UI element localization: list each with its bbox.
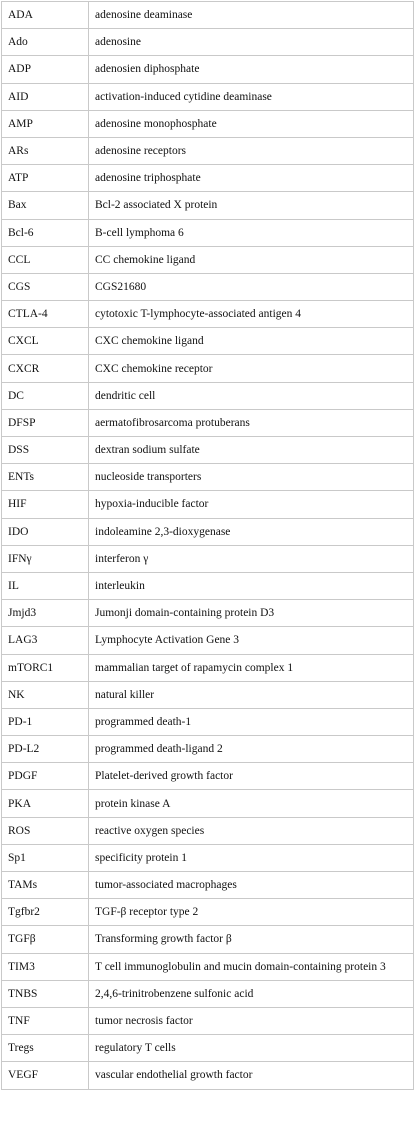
table-row: [2, 137, 414, 164]
table-row: [2, 1007, 414, 1034]
table-row: [2, 2, 414, 29]
table-row: [2, 518, 414, 545]
table-row: [2, 56, 414, 83]
abbreviation-cell: ENTs: [2, 464, 89, 491]
abbreviation-cell: TNF: [2, 1007, 89, 1034]
table-row: [2, 192, 414, 219]
abbreviation-cell: PD-1: [2, 708, 89, 735]
abbreviation-cell: AMP: [2, 110, 89, 137]
definition-cell: Platelet-derived growth factor: [89, 763, 414, 790]
table-row: [2, 681, 414, 708]
table-row: [2, 926, 414, 953]
abbreviation-cell: mTORC1: [2, 654, 89, 681]
table-row: [2, 355, 414, 382]
table-row: [2, 1035, 414, 1062]
definition-cell: activation-induced cytidine deaminase: [89, 83, 414, 110]
definition-cell: vascular endothelial growth factor: [89, 1062, 414, 1089]
abbreviation-cell: HIF: [2, 491, 89, 518]
abbreviation-cell: ATP: [2, 165, 89, 192]
definition-cell: programmed death-ligand 2: [89, 736, 414, 763]
abbreviation-cell: ADP: [2, 56, 89, 83]
definition-cell: natural killer: [89, 681, 414, 708]
abbreviation-cell: IDO: [2, 518, 89, 545]
abbreviation-cell: PKA: [2, 790, 89, 817]
definition-cell: Lymphocyte Activation Gene 3: [89, 627, 414, 654]
table-row: [2, 545, 414, 572]
table-row: [2, 1062, 414, 1089]
abbreviation-cell: CXCR: [2, 355, 89, 382]
definition-cell: 2,4,6-trinitrobenzene sulfonic acid: [89, 980, 414, 1007]
abbreviation-cell: IL: [2, 572, 89, 599]
definition-cell: adenosine deaminase: [89, 2, 414, 29]
definition-cell: mammalian target of rapamycin complex 1: [89, 654, 414, 681]
definition-cell: tumor necrosis factor: [89, 1007, 414, 1034]
table-row: [2, 763, 414, 790]
definition-cell: Bcl-2 associated X protein: [89, 192, 414, 219]
definition-cell: CXC chemokine receptor: [89, 355, 414, 382]
definition-cell: tumor-associated macrophages: [89, 872, 414, 899]
abbreviation-cell: Bax: [2, 192, 89, 219]
definition-cell: programmed death-1: [89, 708, 414, 735]
table-row: [2, 708, 414, 735]
abbreviations-table-body: [2, 2, 414, 1090]
definition-cell: specificity protein 1: [89, 844, 414, 871]
abbreviation-cell: TIM3: [2, 953, 89, 980]
definition-cell: adenosine: [89, 29, 414, 56]
definition-cell: adenosine triphosphate: [89, 165, 414, 192]
table-row: [2, 654, 414, 681]
definition-cell: protein kinase A: [89, 790, 414, 817]
table-row: [2, 736, 414, 763]
abbreviation-cell: Jmjd3: [2, 600, 89, 627]
table-row: [2, 273, 414, 300]
abbreviation-cell: NK: [2, 681, 89, 708]
table-row: [2, 328, 414, 355]
definition-cell: interleukin: [89, 572, 414, 599]
abbreviation-cell: ARs: [2, 137, 89, 164]
definition-cell: dendritic cell: [89, 382, 414, 409]
definition-cell: Jumonji domain-containing protein D3: [89, 600, 414, 627]
definition-cell: CC chemokine ligand: [89, 246, 414, 273]
definition-cell: nucleoside transporters: [89, 464, 414, 491]
abbreviation-cell: CCL: [2, 246, 89, 273]
definition-cell: B-cell lymphoma 6: [89, 219, 414, 246]
table-row: [2, 301, 414, 328]
abbreviation-cell: TNBS: [2, 980, 89, 1007]
abbreviation-cell: Tgfbr2: [2, 899, 89, 926]
definition-cell: adenosien diphosphate: [89, 56, 414, 83]
table-row: [2, 980, 414, 1007]
table-row: [2, 600, 414, 627]
definition-cell: cytotoxic T-lymphocyte-associated antigen 4: [89, 301, 414, 328]
table-row: [2, 83, 414, 110]
definition-cell: hypoxia-inducible factor: [89, 491, 414, 518]
abbreviation-cell: ADA: [2, 2, 89, 29]
definition-cell: T cell immunoglobulin and mucin domain-containing protein 3: [89, 953, 414, 980]
abbreviation-cell: CTLA-4: [2, 301, 89, 328]
abbreviation-cell: DSS: [2, 437, 89, 464]
abbreviation-cell: PDGF: [2, 763, 89, 790]
abbreviation-cell: DFSP: [2, 409, 89, 436]
definition-cell: adenosine receptors: [89, 137, 414, 164]
table-row: [2, 817, 414, 844]
abbreviation-cell: IFNγ: [2, 545, 89, 572]
table-row: [2, 953, 414, 980]
definition-cell: aermatofibrosarcoma protuberans: [89, 409, 414, 436]
definition-cell: TGF-β receptor type 2: [89, 899, 414, 926]
abbreviation-cell: LAG3: [2, 627, 89, 654]
abbreviation-cell: DC: [2, 382, 89, 409]
table-row: [2, 29, 414, 56]
abbreviation-cell: TAMs: [2, 872, 89, 899]
abbreviations-table: [1, 1, 414, 1090]
definition-cell: CGS21680: [89, 273, 414, 300]
table-row: [2, 572, 414, 599]
abbreviation-cell: Sp1: [2, 844, 89, 871]
table-row: [2, 409, 414, 436]
abbreviation-cell: CXCL: [2, 328, 89, 355]
abbreviation-cell: Bcl-6: [2, 219, 89, 246]
abbreviation-cell: Tregs: [2, 1035, 89, 1062]
definition-cell: interferon γ: [89, 545, 414, 572]
table-row: [2, 844, 414, 871]
abbreviation-cell: CGS: [2, 273, 89, 300]
definition-cell: Transforming growth factor β: [89, 926, 414, 953]
table-row: [2, 382, 414, 409]
definition-cell: dextran sodium sulfate: [89, 437, 414, 464]
table-row: [2, 165, 414, 192]
abbreviation-cell: TGFβ: [2, 926, 89, 953]
abbreviation-cell: Ado: [2, 29, 89, 56]
abbreviation-cell: ROS: [2, 817, 89, 844]
table-row: [2, 627, 414, 654]
table-row: [2, 899, 414, 926]
table-row: [2, 491, 414, 518]
abbreviation-cell: VEGF: [2, 1062, 89, 1089]
definition-cell: reactive oxygen species: [89, 817, 414, 844]
table-row: [2, 790, 414, 817]
table-row: [2, 437, 414, 464]
definition-cell: indoleamine 2,3-dioxygenase: [89, 518, 414, 545]
abbreviation-cell: PD-L2: [2, 736, 89, 763]
table-row: [2, 219, 414, 246]
definition-cell: adenosine monophosphate: [89, 110, 414, 137]
definition-cell: CXC chemokine ligand: [89, 328, 414, 355]
table-row: [2, 872, 414, 899]
table-row: [2, 246, 414, 273]
definition-cell: regulatory T cells: [89, 1035, 414, 1062]
table-row: [2, 110, 414, 137]
table-row: [2, 464, 414, 491]
abbreviation-cell: AID: [2, 83, 89, 110]
